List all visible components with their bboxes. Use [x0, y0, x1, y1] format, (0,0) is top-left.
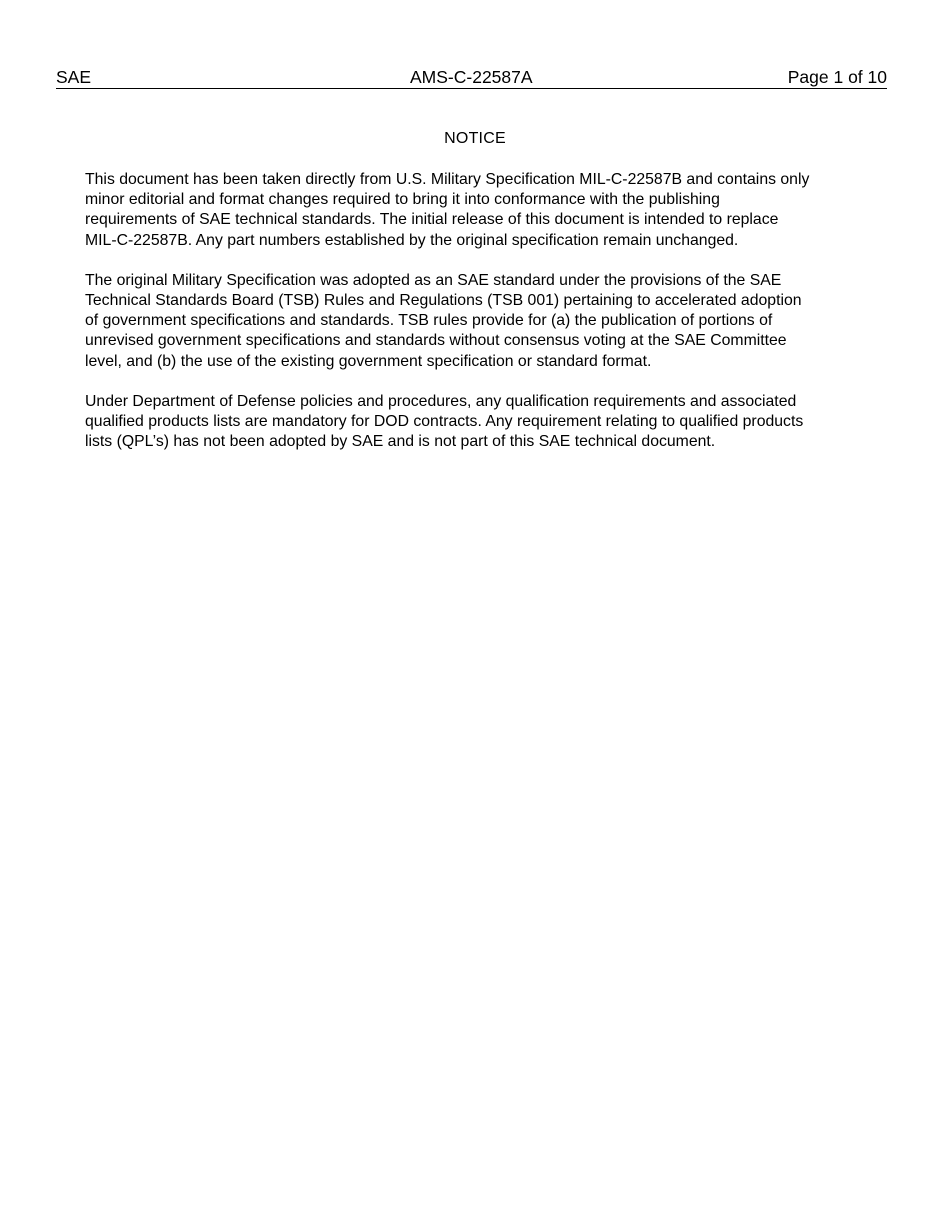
header-organization: SAE [56, 67, 92, 87]
text-line: lists (QPL’s) has not been adopted by SAE and is not part of this SAE technical document. [85, 433, 716, 451]
text-line: unrevised government specifications and standards without consensus voting at the SAE Committee [85, 332, 787, 350]
notice-body [85, 170, 875, 472]
text-line: This document has been taken directly from U.S. Military Specification MIL-C-22587B and contains only [85, 171, 810, 188]
header-document-number: AMS-C-22587A [410, 67, 533, 87]
page-header [56, 66, 887, 89]
notice-paragraph-3 [85, 392, 875, 453]
text-line: requirements of SAE technical standards. The initial release of this document is intended to replace [85, 211, 779, 229]
text-line: level, and (b) the use of the existing government specification or standard format. [85, 352, 652, 370]
text-line: Under Department of Defense policies and procedures, any qualification requirements and associated [85, 392, 797, 410]
header-page-number: Page 1 of 10 [787, 67, 887, 87]
text-line: minor editorial and format changes required to bring it into conformance with the publishing [85, 191, 720, 209]
notice-paragraph-2 [85, 271, 875, 372]
text-line: The original Military Specification was adopted as an SAE standard under the provisions of the SAE [85, 271, 782, 289]
text-line: of government specifications and standards. TSB rules provide for (a) the publication of portions of [85, 312, 773, 330]
text-line: MIL-C-22587B. Any part numbers established by the original specification remain unchanged. [85, 231, 739, 249]
notice-title: NOTICE [444, 130, 506, 147]
notice-paragraph-1 [85, 170, 875, 251]
text-line: qualified products lists are mandatory for DOD contracts. Any requirement relating to qualified products [85, 413, 804, 431]
text-line: Technical Standards Board (TSB) Rules and Regulations (TSB 001) pertaining to accelerated adoption [85, 292, 802, 310]
